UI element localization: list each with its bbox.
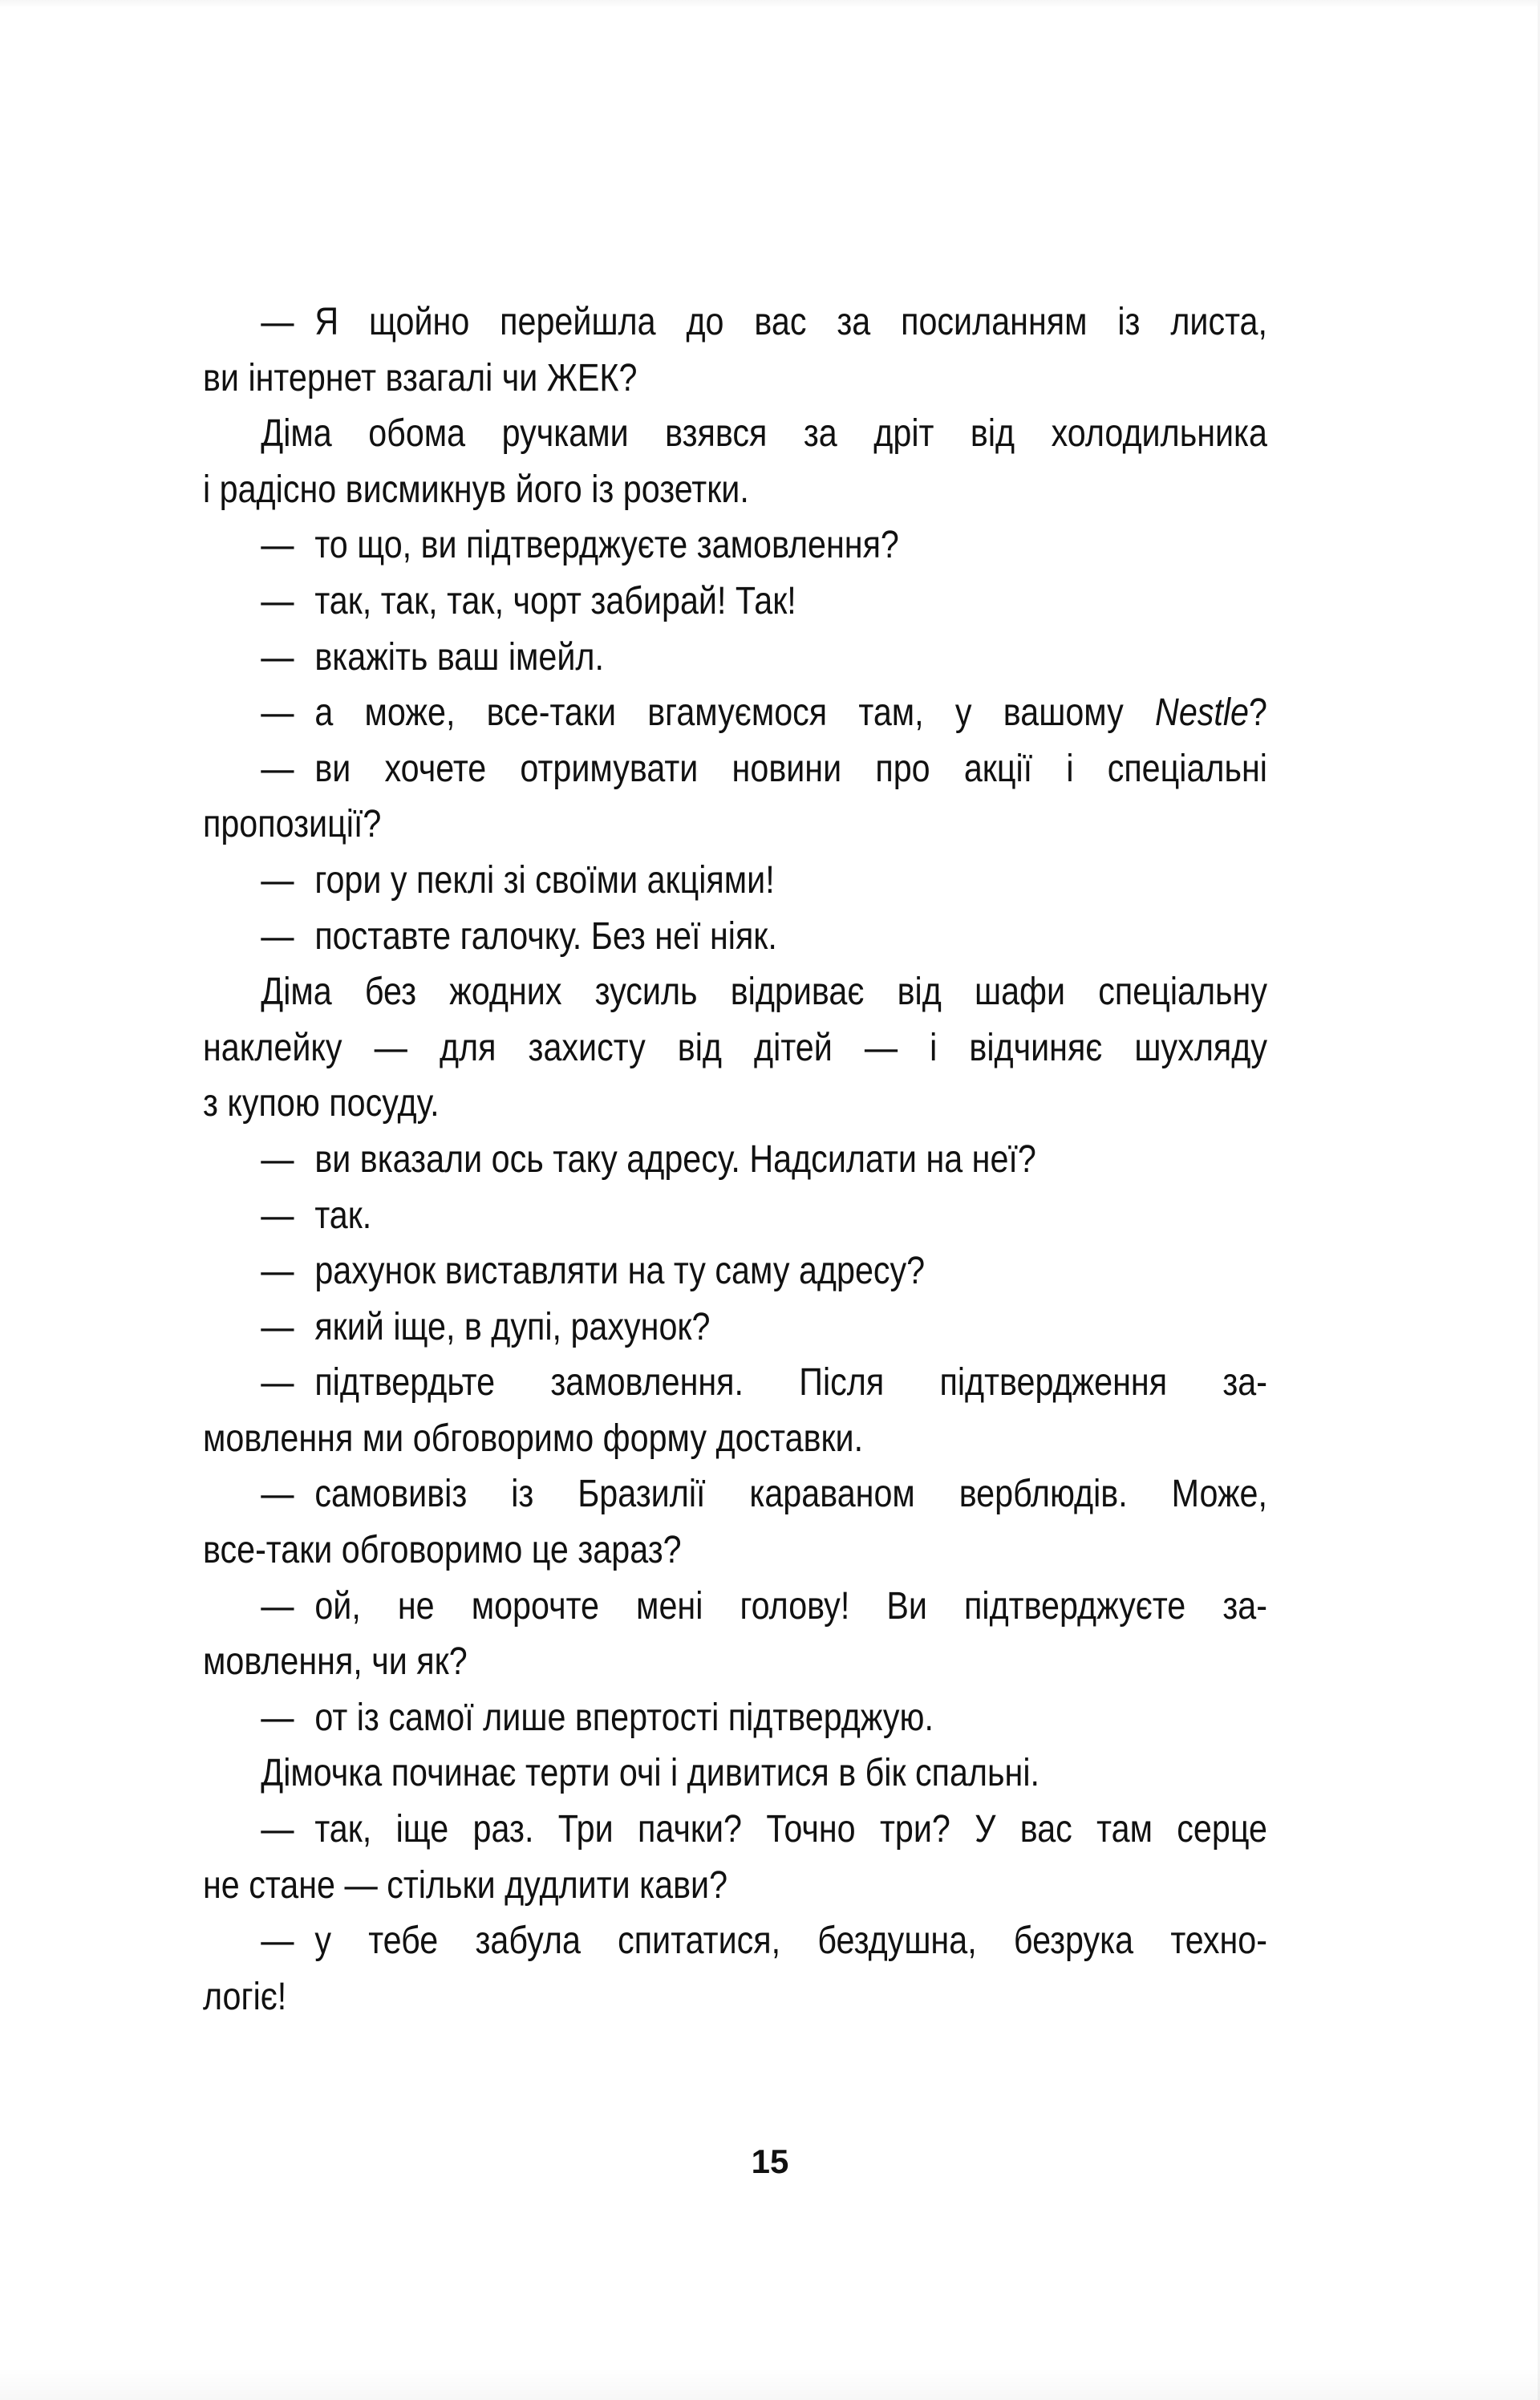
em-dash: —: [261, 524, 294, 567]
em-dash: —: [261, 301, 294, 343]
em-dash: —: [261, 914, 294, 958]
dialogue-line: [203, 630, 1267, 686]
line-text: з купою посуду.: [203, 1082, 440, 1125]
line-text: у тебе забула спитатися, бездушна, безрука техно-: [314, 1920, 1267, 1963]
line-text: от із самої лише впертості підтверджую.: [314, 1696, 934, 1739]
line-text: Діма без жодних зусиль відриває від шафи спеціальну: [261, 971, 1267, 1014]
line-text: Я щойно перейшла до вас за посиланням із листа,: [314, 301, 1267, 343]
dialogue-line: [203, 1802, 1267, 1858]
line-text: Діма обома ручками взявся за дріт від холодильника: [261, 412, 1267, 456]
line-text: ви хочете отримувати новини про акції і спеціальні: [314, 747, 1267, 790]
dialogue-line: [203, 1188, 1267, 1244]
line-text: так, так, так, чорт забирай! Так!: [314, 579, 796, 622]
line-text: так, іще раз. Три пачки? Точно три? У вас там серце: [314, 1808, 1267, 1851]
paragraph-line: [203, 406, 1267, 462]
line-text: який іще, в дупі, рахунок?: [314, 1305, 711, 1348]
continuation-line: [203, 797, 1267, 853]
continuation-line: [203, 1076, 1267, 1132]
em-dash: —: [261, 747, 294, 790]
continuation-line: [203, 1634, 1267, 1690]
em-dash: —: [261, 1584, 294, 1628]
paragraph-line: [203, 964, 1267, 1020]
em-dash: —: [261, 1920, 294, 1963]
dialogue-line: [203, 1466, 1267, 1522]
em-dash: —: [261, 635, 294, 679]
line-text: самовивіз із Бразилії караваном верблюдів. Може,: [314, 1473, 1267, 1516]
continuation-line: [203, 1522, 1267, 1579]
line-text: вкажіть ваш імейл.: [314, 635, 604, 679]
dialogue-line: [203, 574, 1267, 630]
line-text: гори у пеклі зі своїми акціями!: [314, 858, 775, 902]
em-dash: —: [261, 1696, 294, 1739]
em-dash: —: [261, 858, 294, 902]
paragraph-line: [203, 1745, 1267, 1802]
line-text: то що, ви підтверджуєте замовлення?: [314, 524, 899, 567]
dialogue-line: [203, 685, 1267, 741]
line-text: ой, не морочте мені голову! Ви підтверджуєте за-: [314, 1584, 1267, 1628]
continuation-line: [203, 351, 1267, 407]
em-dash: —: [261, 579, 294, 622]
line-text: поставте галочку. Без неї ніяк.: [314, 914, 777, 958]
line-text: підтвердьте замовлення. Після підтвердження за-: [314, 1361, 1267, 1405]
line-text: рахунок виставляти на ту саму адресу?: [314, 1250, 926, 1293]
dialogue-line: [203, 294, 1267, 351]
dialogue-line: [203, 1243, 1267, 1299]
line-text: все-таки обговоримо це зараз?: [203, 1529, 682, 1572]
continuation-line: [203, 1858, 1267, 1914]
line-text: не стане — стільки дудлити кави?: [203, 1863, 728, 1907]
book-page-body: [203, 294, 1267, 2025]
dialogue-line: [203, 853, 1267, 909]
dialogue-line: [203, 1913, 1267, 1969]
line-text-after: ?: [1249, 691, 1267, 735]
line-text: ви вказали ось таку адресу. Надсилати на неї?: [314, 1137, 1036, 1181]
page-bottom-band: [0, 2368, 1540, 2400]
continuation-line: [203, 462, 1267, 518]
page-text: [203, 294, 1267, 2025]
italic-brand-name: Nestle: [1155, 691, 1250, 735]
line-text: мовлення, чи як?: [203, 1640, 468, 1684]
em-dash: —: [261, 1473, 294, 1516]
em-dash: —: [261, 1305, 294, 1348]
page-top-shadow: [0, 0, 1540, 8]
continuation-line: [203, 1969, 1267, 2025]
dialogue-line: [203, 1579, 1267, 1635]
line-text: так.: [314, 1194, 372, 1237]
line-text: наклейку — для захисту від дітей — і відчиняє шухляду: [203, 1026, 1267, 1069]
line-text: ви інтернет взагалі чи ЖЕК?: [203, 356, 638, 399]
em-dash: —: [261, 1361, 294, 1405]
dialogue-line: [203, 517, 1267, 574]
line-text: а може, все-таки вгамуємося там, у вашому: [314, 691, 1156, 735]
continuation-line: [203, 1411, 1267, 1467]
em-dash: —: [261, 691, 294, 735]
line-text: і радісно висмикнув його із розетки.: [203, 468, 749, 511]
dialogue-line: [203, 1690, 1267, 1746]
line-text: пропозиції?: [203, 803, 382, 846]
dialogue-line: [203, 741, 1267, 797]
dialogue-line: [203, 1132, 1267, 1188]
em-dash: —: [261, 1808, 294, 1851]
line-text: логіє!: [203, 1975, 287, 2018]
dialogue-line: [203, 1299, 1267, 1356]
page-number: 15: [751, 2143, 789, 2180]
em-dash: —: [261, 1250, 294, 1293]
line-text: мовлення ми обговоримо форму доставки.: [203, 1417, 864, 1460]
em-dash: —: [261, 1137, 294, 1181]
line-text: Дімочка починає терти очі і дивитися в бік спальні.: [261, 1752, 1040, 1795]
em-dash: —: [261, 1194, 294, 1237]
dialogue-line: [203, 909, 1267, 965]
dialogue-line: [203, 1355, 1267, 1411]
continuation-line: [203, 1020, 1267, 1076]
